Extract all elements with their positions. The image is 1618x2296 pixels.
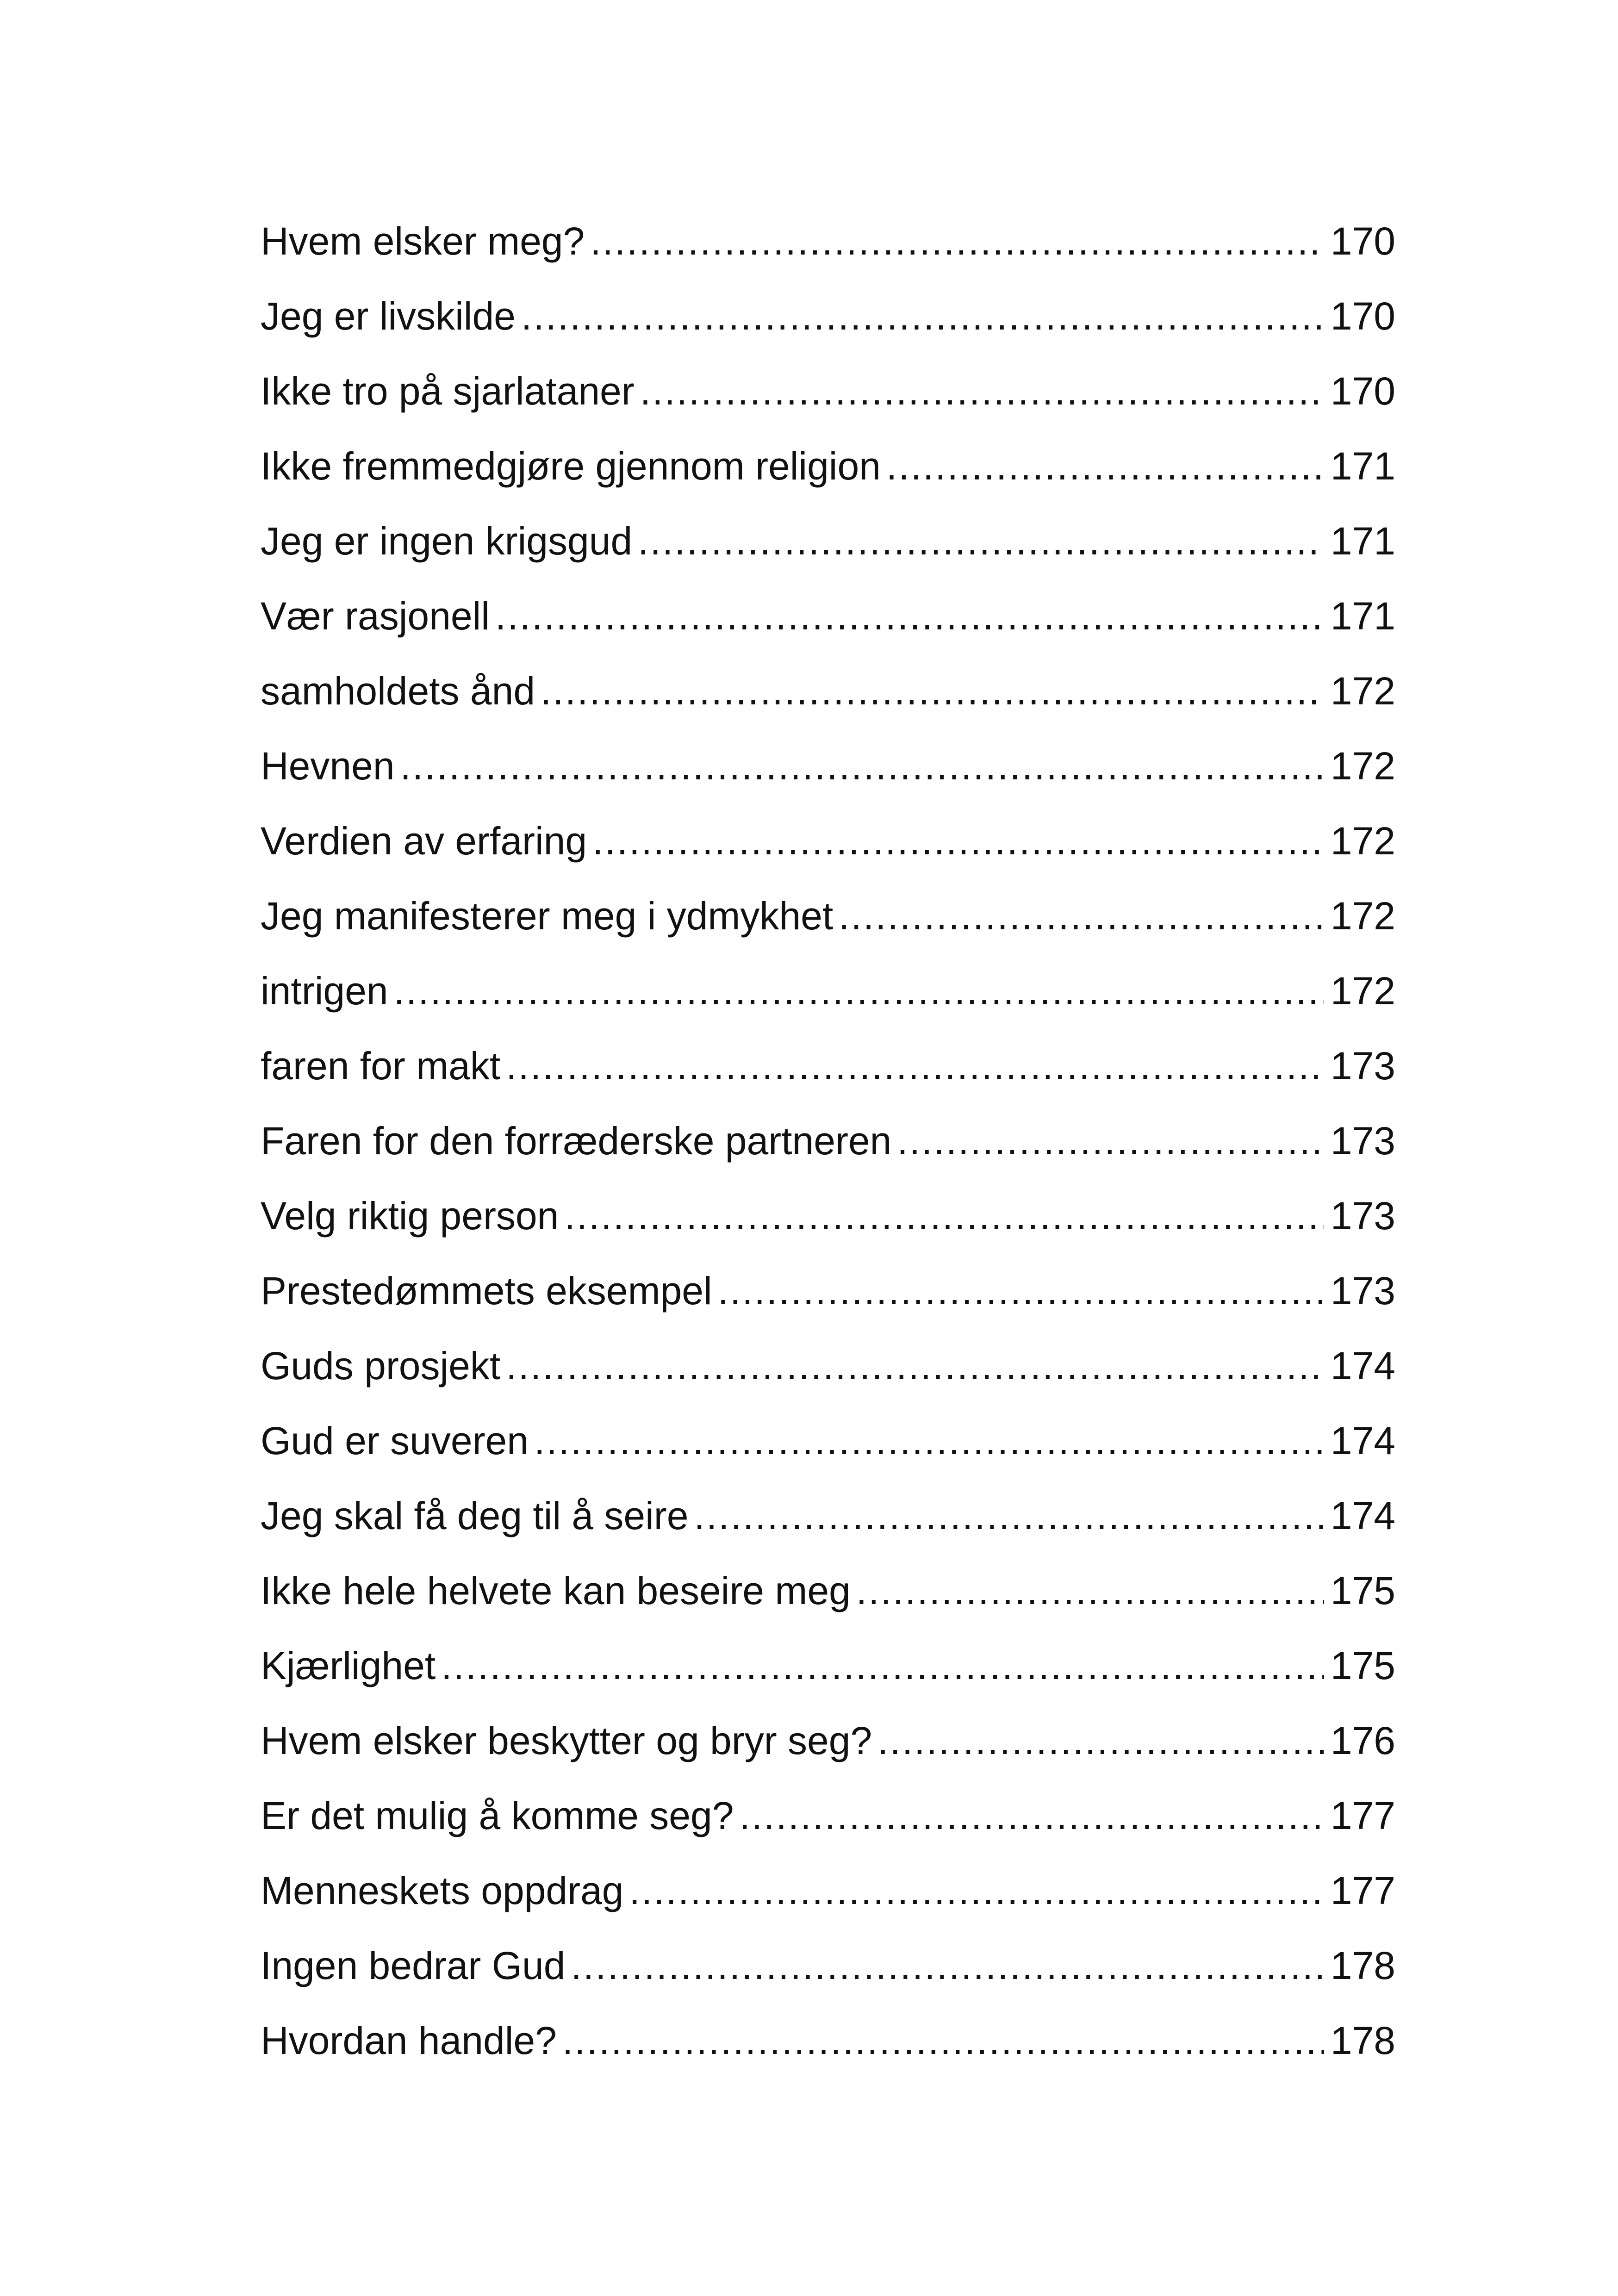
toc-entry-page-number: 174 xyxy=(1330,1494,1395,1537)
toc-entry-page-number: 178 xyxy=(1330,2019,1395,2062)
dot-leader xyxy=(506,1028,1324,1103)
toc-entry[interactable] xyxy=(261,1778,1395,1853)
toc-entry-title: Er det mulig å komme seg? xyxy=(261,1794,734,1837)
toc-entry-page-number: 172 xyxy=(1330,744,1395,788)
toc-entry-page-number: 173 xyxy=(1330,1269,1395,1313)
toc-entry[interactable] xyxy=(261,1253,1395,1328)
dot-leader xyxy=(629,1853,1324,1928)
dot-leader xyxy=(441,1628,1324,1703)
dot-leader xyxy=(495,579,1324,653)
toc-entry-page-number: 172 xyxy=(1330,819,1395,863)
toc-entry-title: Ikke tro på sjarlataner xyxy=(261,369,635,413)
toc-entry-page-number: 175 xyxy=(1330,1569,1395,1612)
toc-entry[interactable] xyxy=(261,728,1395,803)
toc-entry[interactable] xyxy=(261,1478,1395,1553)
toc-entry-title: Hvordan handle? xyxy=(261,2019,557,2062)
dot-leader xyxy=(694,1478,1324,1553)
toc-entry-page-number: 170 xyxy=(1330,369,1395,413)
toc-entry-title: Velg riktig person xyxy=(261,1194,559,1238)
toc-entry[interactable] xyxy=(261,429,1395,504)
toc-entry-page-number: 178 xyxy=(1330,1944,1395,1987)
toc-entry-title: Hevnen xyxy=(261,744,395,788)
toc-entry[interactable] xyxy=(261,2003,1395,2078)
toc-entry-title: Guds prosjekt xyxy=(261,1344,501,1388)
toc-entry[interactable] xyxy=(261,1703,1395,1778)
dot-leader xyxy=(877,1703,1324,1778)
toc-entry-title: intrigen xyxy=(261,969,388,1013)
toc-entry[interactable] xyxy=(261,504,1395,579)
toc-entry-page-number: 170 xyxy=(1330,219,1395,263)
dot-leader xyxy=(856,1553,1324,1628)
toc-entry-page-number: 177 xyxy=(1330,1794,1395,1837)
toc-entry-title: Gud er suveren xyxy=(261,1419,529,1462)
toc-entry-page-number: 173 xyxy=(1330,1044,1395,1088)
toc-entry-page-number: 175 xyxy=(1330,1644,1395,1687)
toc-entry-title: Faren for den forræderske partneren xyxy=(261,1119,892,1163)
toc-entry-page-number: 173 xyxy=(1330,1119,1395,1163)
dot-leader xyxy=(541,653,1324,728)
toc-entry[interactable] xyxy=(261,1853,1395,1928)
toc-entry-page-number: 171 xyxy=(1330,444,1395,488)
toc-entry-title: faren for makt xyxy=(261,1044,501,1088)
toc-entry[interactable] xyxy=(261,1403,1395,1478)
toc-entry-title: Verdien av erfaring xyxy=(261,819,587,863)
toc-entry[interactable] xyxy=(261,878,1395,953)
dot-leader xyxy=(506,1328,1324,1403)
toc-entry-page-number: 177 xyxy=(1330,1869,1395,1912)
toc-entry-title: Jeg er livskilde xyxy=(261,294,516,338)
toc-entry-title: Jeg er ingen krigsgud xyxy=(261,519,633,563)
toc-entry[interactable] xyxy=(261,1103,1395,1178)
dot-leader xyxy=(640,354,1324,429)
dot-leader xyxy=(571,1928,1324,2003)
toc-entry-page-number: 174 xyxy=(1330,1344,1395,1388)
dot-leader xyxy=(564,1178,1324,1253)
toc-entry-page-number: 171 xyxy=(1330,594,1395,638)
toc-entry-page-number: 172 xyxy=(1330,969,1395,1013)
dot-leader xyxy=(638,504,1324,579)
dot-leader xyxy=(839,878,1324,953)
toc-entry[interactable] xyxy=(261,279,1395,354)
toc-entry[interactable] xyxy=(261,653,1395,728)
dot-leader xyxy=(886,429,1324,504)
toc-entry[interactable] xyxy=(261,1553,1395,1628)
toc-entry-page-number: 172 xyxy=(1330,894,1395,938)
toc-entry[interactable] xyxy=(261,1328,1395,1403)
dot-leader xyxy=(897,1103,1324,1178)
toc-entry[interactable] xyxy=(261,579,1395,653)
toc-entry-title: Ikke hele helvete kan beseire meg xyxy=(261,1569,851,1612)
toc-entry-page-number: 174 xyxy=(1330,1419,1395,1462)
dot-leader xyxy=(400,728,1324,803)
table-of-contents xyxy=(261,204,1395,2078)
toc-entry-page-number: 170 xyxy=(1330,294,1395,338)
toc-entry-title: Jeg skal få deg til å seire xyxy=(261,1494,689,1537)
toc-entry-title: Hvem elsker beskytter og bryr seg? xyxy=(261,1719,872,1762)
dot-leader xyxy=(394,953,1324,1028)
toc-entry-title: Jeg manifesterer meg i ydmykhet xyxy=(261,894,834,938)
dot-leader xyxy=(521,279,1324,354)
toc-entry[interactable] xyxy=(261,1178,1395,1253)
dot-leader xyxy=(590,204,1324,279)
dot-leader xyxy=(718,1253,1324,1328)
toc-entry-title: Vær rasjonell xyxy=(261,594,490,638)
toc-entry[interactable] xyxy=(261,953,1395,1028)
dot-leader xyxy=(534,1403,1324,1478)
toc-entry-title: samholdets ånd xyxy=(261,669,535,713)
toc-entry[interactable] xyxy=(261,1028,1395,1103)
toc-entry-title: Prestedømmets eksempel xyxy=(261,1269,712,1313)
toc-entry-title: Ingen bedrar Gud xyxy=(261,1944,566,1987)
dot-leader xyxy=(592,803,1324,878)
toc-entry-title: Hvem elsker meg? xyxy=(261,219,585,263)
toc-entry-page-number: 176 xyxy=(1330,1719,1395,1762)
toc-entry-title: Kjærlighet xyxy=(261,1644,436,1687)
toc-entry[interactable] xyxy=(261,204,1395,279)
dot-leader xyxy=(562,2003,1324,2078)
toc-entry-page-number: 172 xyxy=(1330,669,1395,713)
toc-entry[interactable] xyxy=(261,1628,1395,1703)
dot-leader xyxy=(739,1778,1324,1853)
toc-entry-page-number: 171 xyxy=(1330,519,1395,563)
toc-entry[interactable] xyxy=(261,354,1395,429)
toc-entry-title: Ikke fremmedgjøre gjennom religion xyxy=(261,444,881,488)
toc-entry[interactable] xyxy=(261,803,1395,878)
toc-entry-page-number: 173 xyxy=(1330,1194,1395,1238)
toc-entry-title: Menneskets oppdrag xyxy=(261,1869,624,1912)
toc-entry[interactable] xyxy=(261,1928,1395,2003)
